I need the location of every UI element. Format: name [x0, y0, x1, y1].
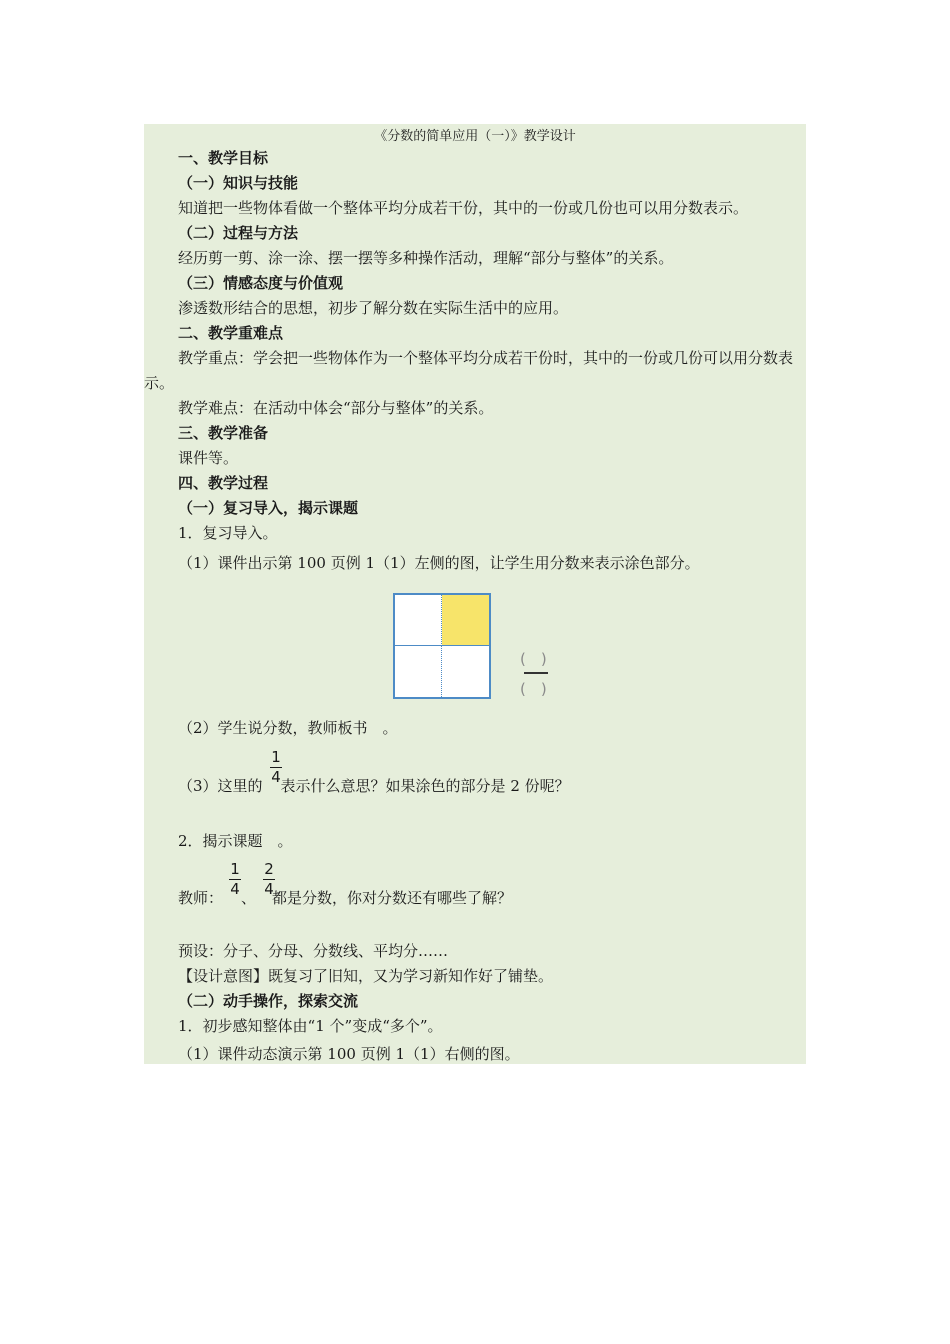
fraction-numerator: 1 — [230, 860, 240, 878]
heading-objectives: 一、教学目标 — [178, 149, 269, 167]
fraction-denominator: 4 — [271, 768, 281, 786]
paragraph-process: 经历剪一剪、涂一涂、摆一摆等多种操作活动，理解“部分与整体”的关系。 — [178, 249, 674, 267]
paragraph-preparation: 课件等。 — [178, 449, 239, 467]
fraction-two-quarters — [263, 861, 275, 898]
paragraph-review: 1．复习导入。 — [178, 524, 278, 542]
blank-fraction-bar — [524, 672, 548, 674]
grid-cell-bottom-right — [442, 646, 489, 697]
blank-fraction — [520, 648, 556, 698]
paragraph-perceive: 1．初步感知整体由“1 个”变成“多个”。 — [178, 1017, 443, 1035]
subheading-hands-on: （二）动手操作，探索交流 — [178, 992, 359, 1010]
paragraph-courseware: （1）课件出示第 100 页例 1（1）左侧的图，让学生用分数来表示涂色部分。 — [178, 554, 700, 572]
subheading-process: （二）过程与方法 — [178, 224, 299, 242]
grid-cell-bottom-left — [395, 646, 442, 697]
heading-preparation: 三、教学准备 — [178, 424, 269, 442]
teacher-separator: 、 — [241, 889, 257, 907]
subheading-review: （一）复习导入，揭示课题 — [178, 499, 359, 517]
heading-process: 四、教学过程 — [178, 474, 269, 492]
fraction-grid-figure — [393, 593, 491, 699]
paragraph-reveal-topic: 2．揭示课题 。 — [178, 832, 293, 850]
subheading-knowledge: （一）知识与技能 — [178, 174, 299, 192]
heading-key-points: 二、教学重难点 — [178, 324, 284, 342]
teacher-prefix: 教师： — [178, 889, 224, 907]
blank-denominator: ( ) — [520, 680, 547, 698]
paragraph-design-intent: 【设计意图】既复习了旧知，又为学习新知作好了铺垫。 — [178, 967, 554, 985]
paragraph-key-point: 教学重点：学会把一些物体作为一个整体平均分成若干份时，其中的一份或几份可以用分数表示。 — [144, 349, 794, 392]
fraction-numerator: 2 — [264, 860, 274, 878]
document-title: 《分数的简单应用（一）》教学设计 — [374, 129, 576, 144]
paragraph-meaning — [178, 776, 570, 796]
paragraph-animation: （1）课件动态演示第 100 页例 1（1）右侧的图。 — [178, 1045, 520, 1063]
subheading-attitude: （三）情感态度与价值观 — [178, 274, 344, 292]
paragraph-difficulty: 教学难点：在活动中体会“部分与整体”的关系。 — [178, 399, 494, 417]
paragraph-board: （2）学生说分数，教师板书 。 — [178, 719, 398, 737]
paragraph-preset: 预设：分子、分母、分数线、平均分…… — [178, 942, 449, 960]
fraction-numerator: 1 — [271, 748, 281, 766]
grid-cell-shaded — [442, 595, 489, 646]
meaning-prefix: （3）这里的 — [178, 777, 263, 795]
fraction-one-quarter-2 — [229, 861, 241, 898]
teacher-suffix: 都是分数，你对分数还有哪些了解？ — [272, 889, 513, 907]
paragraph-knowledge: 知道把一些物体看做一个整体平均分成若干份，其中的一份或几份也可以用分数表示。 — [178, 199, 749, 217]
grid-cell-top-left — [395, 595, 442, 646]
fraction-denominator: 4 — [230, 880, 240, 898]
meaning-suffix: 表示什么意思？如果涂色的部分是 2 份呢？ — [280, 777, 570, 795]
fraction-one-quarter — [270, 749, 282, 786]
blank-numerator: ( ) — [520, 650, 547, 668]
paragraph-attitude: 渗透数形结合的思想，初步了解分数在实际生活中的应用。 — [178, 299, 569, 317]
fraction-denominator: 4 — [264, 880, 274, 898]
